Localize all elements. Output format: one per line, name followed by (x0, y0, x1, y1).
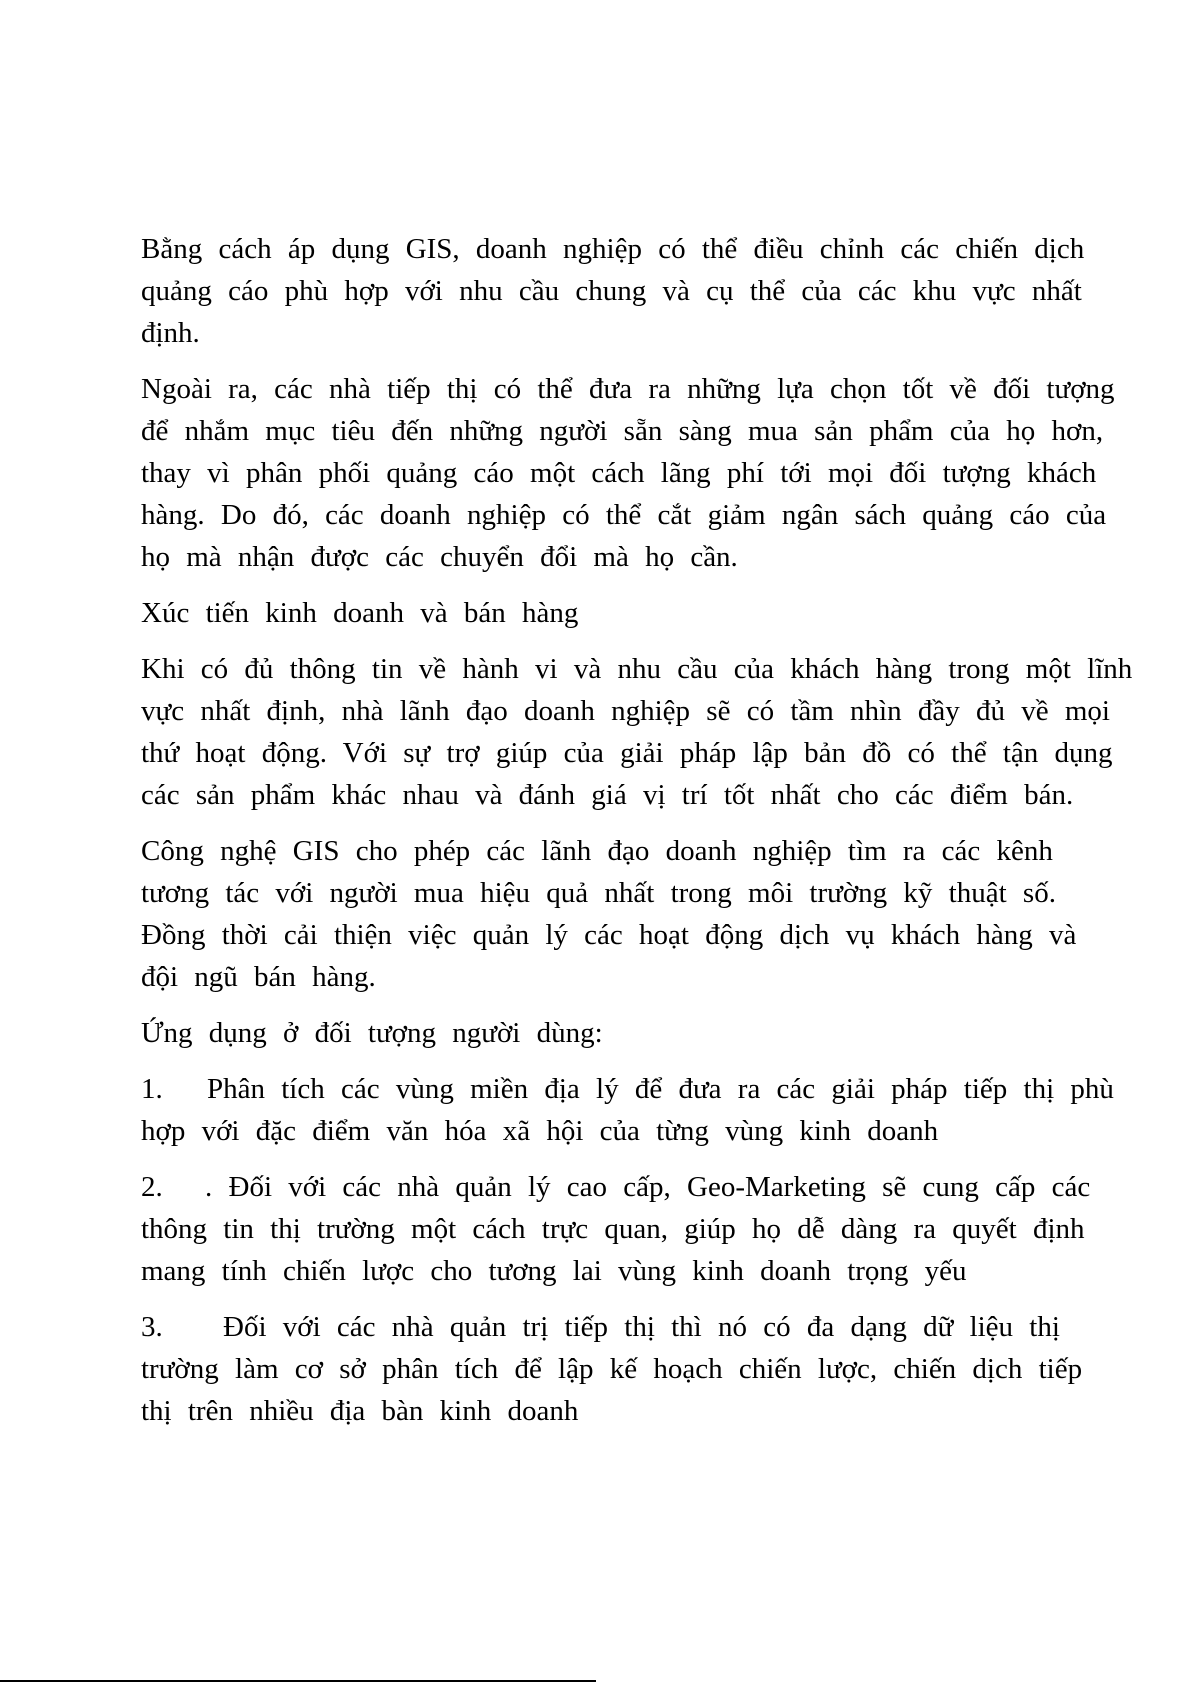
list-item-number: 3. (141, 1311, 163, 1343)
text-line: họ mà nhận được các chuyển đổi mà họ cần. (141, 541, 738, 573)
list-item-number: 2. (141, 1171, 163, 1203)
list-item-first-line (141, 1166, 1181, 1208)
text-line: Bằng cách áp dụng GIS, doanh nghiệp có thể điều chỉnh các chiến dịch (141, 233, 1085, 265)
text-line: để nhắm mục tiêu đến những người sẵn sàng mua sản phẩm của họ hơn, (141, 415, 1104, 447)
section-heading-sales-promotion (141, 592, 1181, 634)
list-item (141, 1306, 1181, 1432)
list-item-first-line (141, 1306, 1181, 1348)
text-line: Xúc tiến kinh doanh và bán hàng (141, 597, 579, 629)
text-line: đội ngũ bán hàng. (141, 961, 376, 993)
paragraph-marketers-targeting (141, 368, 1181, 578)
text-line: mang tính chiến lược cho tương lai vùng kinh doanh trọng yếu (141, 1255, 967, 1287)
text-line: thay vì phân phối quảng cáo một cách lãng phí tới mọi đối tượng khách (141, 457, 1097, 489)
list-item (141, 1068, 1181, 1152)
text-line: trường làm cơ sở phân tích để lập kế hoạch chiến lược, chiến dịch tiếp (141, 1353, 1083, 1385)
text-line: Ứng dụng ở đối tượng người dùng: (141, 1017, 603, 1049)
text-line: Phân tích các vùng miền địa lý để đưa ra các giải pháp tiếp thị phù (207, 1073, 1114, 1105)
text-line: Công nghệ GIS cho phép các lãnh đạo doanh nghiệp tìm ra các kênh (141, 835, 1053, 867)
list-item (141, 1166, 1181, 1292)
list-item-number: 1. (141, 1073, 163, 1105)
text-line: quảng cáo phù hợp với nhu cầu chung và cụ thể của các khu vực nhất (141, 275, 1082, 307)
text-line: các sản phẩm khác nhau và đánh giá vị trí tốt nhất cho các điểm bán. (141, 779, 1074, 811)
text-line: thông tin thị trường một cách trực quan, giúp họ dễ dàng ra quyết định (141, 1213, 1085, 1245)
text-line: vực nhất định, nhà lãnh đạo doanh nghiệp sẽ có tầm nhìn đầy đủ về mọi (141, 695, 1110, 727)
text-line: định. (141, 317, 200, 349)
text-line: tương tác với người mua hiệu quả nhất trong môi trường kỹ thuật số. (141, 877, 1056, 909)
text-line: Khi có đủ thông tin về hành vi và nhu cầu của khách hàng trong một lĩnh (141, 653, 1133, 685)
list-item-first-line (141, 1068, 1181, 1110)
text-line: Đồng thời cải thiện việc quản lý các hoạt động dịch vụ khách hàng và (141, 919, 1077, 951)
paragraph-gis-advertising (141, 228, 1181, 354)
text-line: hàng. Do đó, các doanh nghiệp có thể cắt giảm ngân sách quảng cáo của (141, 499, 1107, 531)
text-line: thị trên nhiều địa bàn kinh doanh (141, 1395, 579, 1427)
text-line: Đối với các nhà quản trị tiếp thị thì nó có đa dạng dữ liệu thị (223, 1311, 1060, 1343)
text-line: Ngoài ra, các nhà tiếp thị có thể đưa ra những lựa chọn tốt về đối tượng (141, 373, 1115, 405)
paragraph-customer-behavior (141, 648, 1181, 816)
document-body (141, 228, 1181, 1446)
text-line: hợp với đặc điểm văn hóa xã hội của từng vùng kinh doanh (141, 1115, 939, 1147)
paragraph-gis-technology (141, 830, 1181, 998)
section-heading-user-applications (141, 1012, 1181, 1054)
text-line: . Đối với các nhà quản lý cao cấp, Geo-Marketing sẽ cung cấp các (205, 1171, 1091, 1203)
text-line: thứ hoạt động. Với sự trợ giúp của giải pháp lập bản đồ có thể tận dụng (141, 737, 1113, 769)
footnote-separator (0, 1680, 596, 1682)
